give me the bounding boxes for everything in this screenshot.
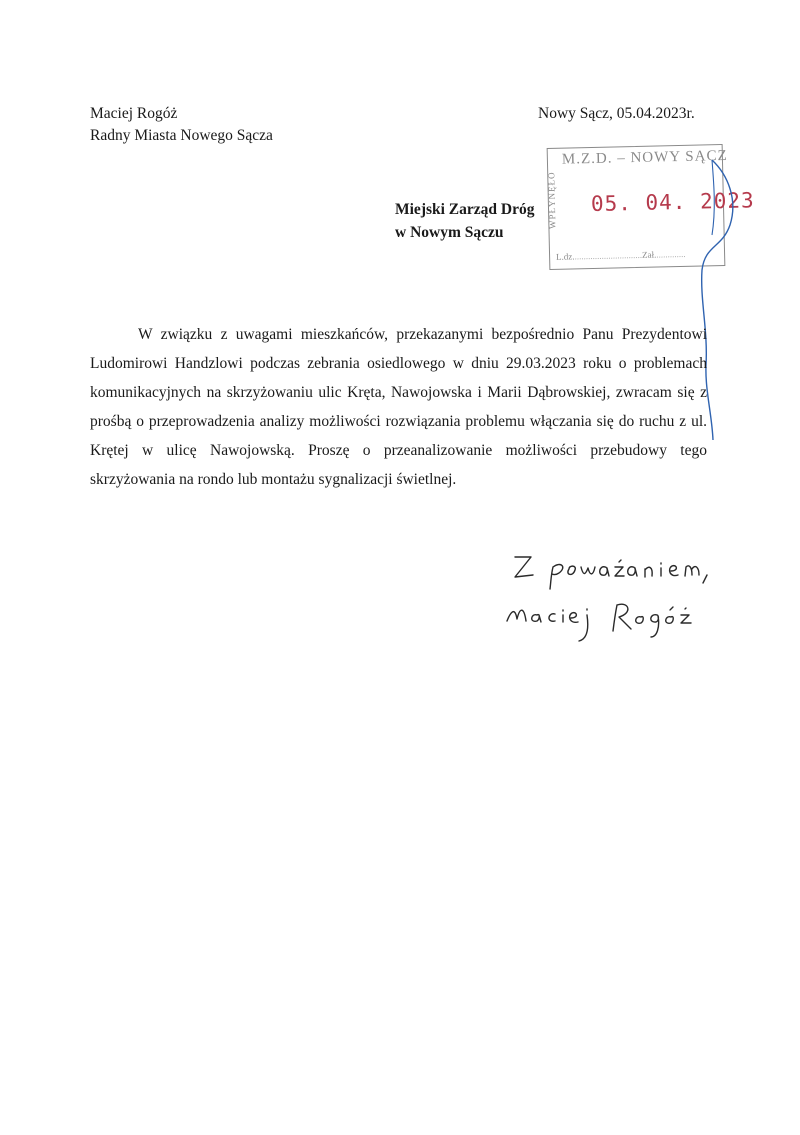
signature-drawing bbox=[495, 545, 725, 665]
stamp-footer: L.dz...............................Zał.............. bbox=[555, 248, 686, 262]
sender-title: Radny Miasta Nowego Sącza bbox=[90, 127, 273, 144]
sender-name: Maciej Rogóż bbox=[90, 105, 178, 122]
stamp-zal-label: Zał. bbox=[641, 249, 657, 260]
recipient-line1: Miejski Zarząd Dróg bbox=[395, 201, 535, 218]
stamp-ldz-label: L.dz. bbox=[555, 251, 575, 262]
body-paragraph: W związku z uwagami mieszkańców, przekazanymi bezpośrednio Panu Prezydentowi Ludomirowi Handzlowi podczas zebrania osiedlowego w dniu 29.03.2023 roku o problemach komunikacyjnych na skrzyżowaniu ulic Kręta, Nawojowska i Marii Dąbrowskiej, zwracam się z prośbą o przeprowadzenia analizy możliwości rozwiązania problemu włączania się do ruchu z ul. Krętej w ulicę Nawojowską. Proszę o przeanalizowanie możliwości przebudowy tego skrzyżowania na rondo lub montażu sygnalizacji świetlnej. bbox=[90, 326, 707, 488]
stamp-header: M.Z.D. – NOWY SĄCZ bbox=[561, 147, 728, 168]
recipient-line2: w Nowym Sączu bbox=[395, 224, 504, 241]
stamp-date: 05. 04. 2023 bbox=[590, 188, 755, 217]
letter-body bbox=[90, 320, 707, 494]
handwritten-signature bbox=[495, 545, 725, 665]
place-date: Nowy Sącz, 05.04.2023r. bbox=[538, 105, 695, 122]
stamp-side-label: WPŁYNĘŁO bbox=[546, 171, 558, 230]
sender-block bbox=[90, 103, 273, 147]
recipient-block bbox=[395, 198, 534, 244]
received-stamp bbox=[546, 144, 755, 270]
